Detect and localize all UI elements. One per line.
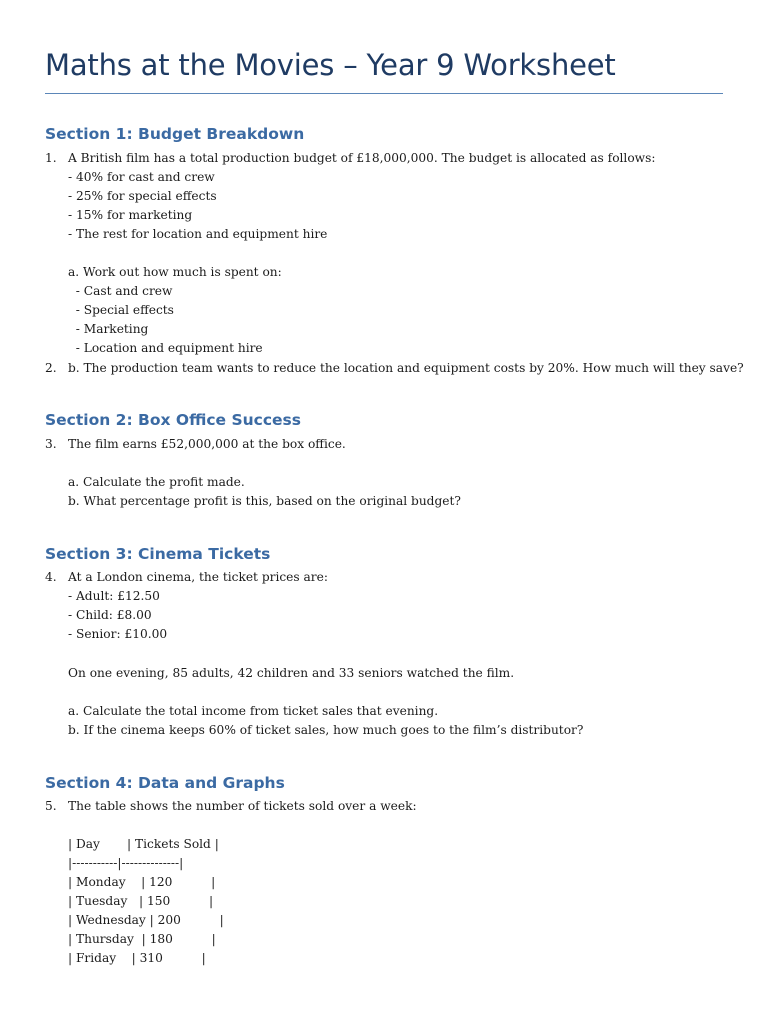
question-number: 4. [45, 570, 57, 584]
question-line: a. Calculate the total income from ticket sales that evening. [68, 704, 439, 718]
question-line: - Special effects [68, 303, 174, 317]
table-line: | Friday | 310 | [68, 951, 206, 965]
table-line: | Monday | 120 | [68, 875, 216, 889]
question-line: - 40% for cast and crew [68, 170, 215, 184]
question-line: b. What percentage profit is this, based on the original budget? [68, 494, 461, 508]
table-line: | Day | Tickets Sold | [68, 837, 219, 851]
question-line: A British film has a total production budget of £18,000,000. The budget is allocated as follows: [68, 151, 656, 165]
section-heading-budget: Section 1: Budget Breakdown [45, 125, 305, 143]
question-line: b. The production team wants to reduce the location and equipment costs by 20%. How much will they save? [68, 361, 744, 375]
question-line: The table shows the number of tickets sold over a week: [68, 799, 417, 813]
question-line: - Senior: £10.00 [68, 627, 168, 641]
table-line: | Wednesday | 200 | [68, 913, 224, 927]
table-line: | Thursday | 180 | [68, 932, 216, 946]
question-number: 1. [45, 151, 57, 165]
title-divider [45, 93, 723, 94]
question-line: On one evening, 85 adults, 42 children and 33 seniors watched the film. [68, 666, 515, 680]
section-heading-data-graphs: Section 4: Data and Graphs [45, 774, 285, 792]
question-number: 5. [45, 799, 57, 813]
section-heading-box-office: Section 2: Box Office Success [45, 411, 301, 429]
question-line: - 25% for special effects [68, 189, 217, 203]
question-line: - Marketing [68, 322, 149, 336]
section-heading-cinema-tickets: Section 3: Cinema Tickets [45, 545, 271, 563]
question-line: b. If the cinema keeps 60% of ticket sales, how much goes to the film’s distributor? [68, 723, 584, 737]
question-line: - The rest for location and equipment hire [68, 227, 328, 241]
question-line: a. Work out how much is spent on: [68, 265, 282, 279]
question-line: a. Calculate the profit made. [68, 475, 245, 489]
question-line: - Cast and crew [68, 284, 173, 298]
question-number: 2. [45, 361, 57, 375]
question-number: 3. [45, 437, 57, 451]
table-line: | Tuesday | 150 | [68, 894, 214, 908]
table-line: |-----------|--------------| [68, 856, 184, 870]
question-line: - Child: £8.00 [68, 608, 152, 622]
question-line: The film earns £52,000,000 at the box office. [68, 437, 346, 451]
question-line: - Adult: £12.50 [68, 589, 160, 603]
page-title: Maths at the Movies – Year 9 Worksheet [45, 48, 616, 82]
question-line: - Location and equipment hire [68, 341, 263, 355]
question-line: - 15% for marketing [68, 208, 193, 222]
question-line: At a London cinema, the ticket prices are: [68, 570, 328, 584]
